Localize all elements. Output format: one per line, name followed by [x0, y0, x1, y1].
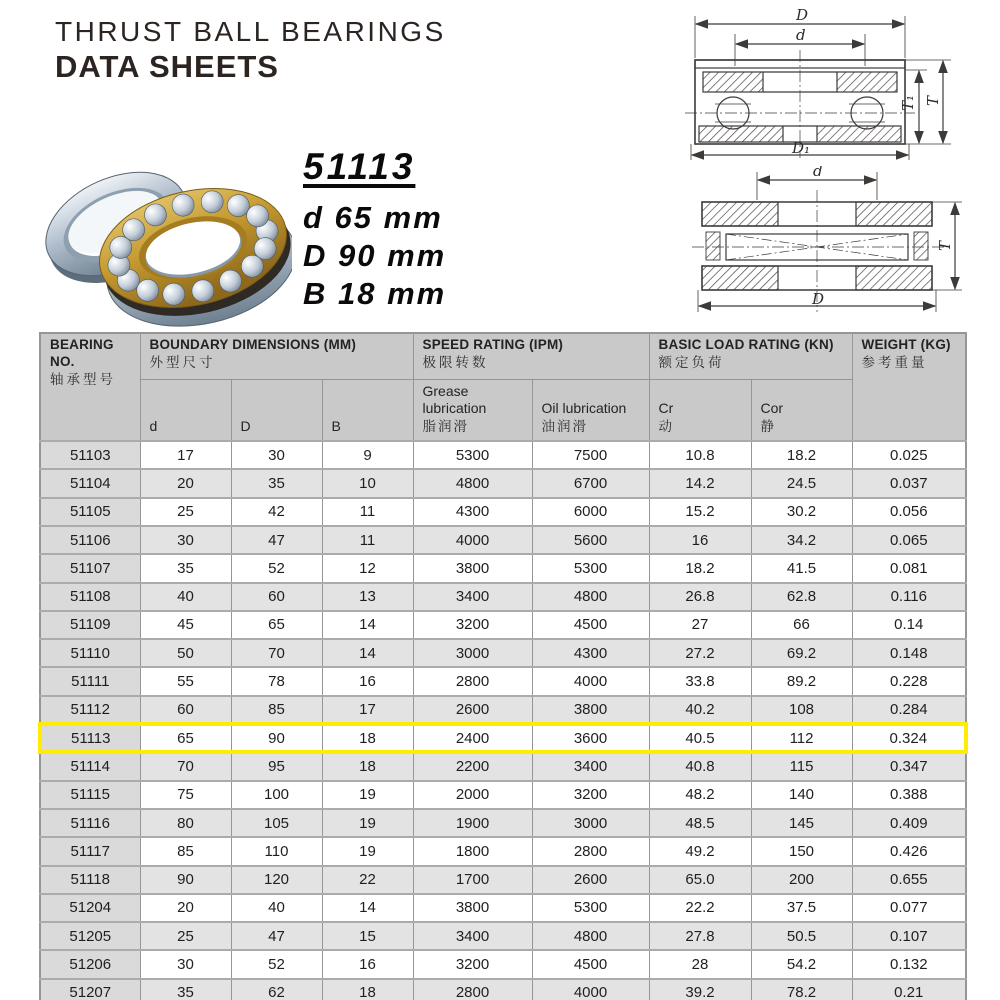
data-cell: 19	[322, 837, 413, 865]
data-cell: 16	[649, 526, 751, 554]
data-cell: 0.21	[852, 979, 966, 1000]
data-cell: 41.5	[751, 554, 852, 582]
model-number: 51113	[303, 146, 416, 187]
sub-header-B: B	[322, 379, 413, 441]
data-cell: 14.2	[649, 469, 751, 497]
data-cell: 95	[231, 752, 322, 780]
data-cell: 4800	[413, 469, 532, 497]
data-cell: 17	[322, 696, 413, 724]
data-cell: 18.2	[751, 441, 852, 469]
data-cell: 4500	[532, 611, 649, 639]
data-cell: 14	[322, 639, 413, 667]
data-cell: 20	[140, 894, 231, 922]
data-cell: 13	[322, 583, 413, 611]
data-cell: 54.2	[751, 950, 852, 978]
col-header-weight: WEIGHT (KG) 参考重量	[852, 333, 966, 441]
data-cell: 2800	[413, 667, 532, 695]
data-cell: 22	[322, 866, 413, 894]
data-cell: 30	[140, 526, 231, 554]
bearing-no-cell: 51104	[40, 469, 140, 497]
table-container	[38, 332, 968, 1000]
data-cell: 27	[649, 611, 751, 639]
data-cell: 26.8	[649, 583, 751, 611]
data-cell: 200	[751, 866, 852, 894]
data-cell: 18	[322, 752, 413, 780]
sub-header-grease: Grease lubrication 脂润滑	[413, 379, 532, 441]
table-row	[40, 950, 966, 978]
data-cell: 10	[322, 469, 413, 497]
data-cell: 3800	[413, 894, 532, 922]
data-cell: 50	[140, 639, 231, 667]
data-cell: 100	[231, 781, 322, 809]
data-cell: 11	[322, 526, 413, 554]
data-cell: 145	[751, 809, 852, 837]
data-cell: 30	[231, 441, 322, 469]
data-cell: 18	[322, 979, 413, 1000]
data-cell: 40.8	[649, 752, 751, 780]
bearing-no-cell: 51112	[40, 696, 140, 724]
data-cell: 0.065	[852, 526, 966, 554]
cross-section-diagram-bottom	[662, 166, 1000, 316]
table-row	[40, 724, 966, 752]
data-cell: 5300	[532, 894, 649, 922]
col-header-basic-load-rating: BASIC LOAD RATING (KN) 额定负荷	[649, 333, 852, 379]
data-cell: 0.056	[852, 498, 966, 526]
table-row	[40, 639, 966, 667]
dim-label-d-bottom: d	[813, 166, 823, 180]
data-cell: 35	[140, 554, 231, 582]
data-cell: 65.0	[649, 866, 751, 894]
bearing-no-cell: 51103	[40, 441, 140, 469]
bearing-no-cell: 51107	[40, 554, 140, 582]
data-cell: 3000	[532, 809, 649, 837]
dim-B: B 18 mm	[303, 276, 447, 311]
bearing-no-cell: 51110	[40, 639, 140, 667]
data-cell: 25	[140, 922, 231, 950]
dim-label-D-bottom: D	[812, 290, 825, 308]
bearing-no-cell: 51204	[40, 894, 140, 922]
data-cell: 3400	[413, 922, 532, 950]
data-cell: 5600	[532, 526, 649, 554]
data-cell: 25	[140, 498, 231, 526]
data-cell: 4000	[532, 667, 649, 695]
data-cell: 20	[140, 469, 231, 497]
bearing-no-cell: 51108	[40, 583, 140, 611]
data-cell: 2600	[532, 866, 649, 894]
data-cell: 18.2	[649, 554, 751, 582]
data-cell: 48.5	[649, 809, 751, 837]
data-cell: 39.2	[649, 979, 751, 1000]
data-cell: 0.426	[852, 837, 966, 865]
data-cell: 70	[140, 752, 231, 780]
bearing-no-cell: 51114	[40, 752, 140, 780]
dim-label-d-top: d	[796, 26, 806, 44]
data-cell: 24.5	[751, 469, 852, 497]
data-cell: 66	[751, 611, 852, 639]
data-cell: 140	[751, 781, 852, 809]
data-cell: 0.655	[852, 866, 966, 894]
col-header-boundary-dimensions: BOUNDARY DIMENSIONS (MM) 外型尺寸	[140, 333, 413, 379]
data-cell: 85	[140, 837, 231, 865]
data-cell: 4000	[532, 979, 649, 1000]
data-cell: 5300	[532, 554, 649, 582]
data-cell: 4500	[532, 950, 649, 978]
data-cell: 15	[322, 922, 413, 950]
data-cell: 47	[231, 922, 322, 950]
bearing-no-cell: 51105	[40, 498, 140, 526]
data-cell: 4300	[413, 498, 532, 526]
data-cell: 6700	[532, 469, 649, 497]
data-cell: 30	[140, 950, 231, 978]
data-cell: 80	[140, 809, 231, 837]
table-row	[40, 922, 966, 950]
data-cell: 0.148	[852, 639, 966, 667]
data-cell: 30.2	[751, 498, 852, 526]
data-cell: 52	[231, 950, 322, 978]
data-cell: 112	[751, 724, 852, 752]
data-cell: 2800	[532, 837, 649, 865]
data-cell: 22.2	[649, 894, 751, 922]
data-cell: 90	[231, 724, 322, 752]
data-cell: 3800	[532, 696, 649, 724]
dim-label-T-top: T	[924, 95, 942, 106]
data-cell: 27.2	[649, 639, 751, 667]
data-cell: 150	[751, 837, 852, 865]
table-row	[40, 554, 966, 582]
bearing-no-cell: 51109	[40, 611, 140, 639]
data-cell: 4800	[532, 583, 649, 611]
table-row	[40, 809, 966, 837]
data-cell: 3400	[413, 583, 532, 611]
title-line-2: DATA SHEETS	[55, 49, 279, 85]
data-cell: 2800	[413, 979, 532, 1000]
data-cell: 5300	[413, 441, 532, 469]
data-cell: 0.077	[852, 894, 966, 922]
data-cell: 48.2	[649, 781, 751, 809]
data-cell: 78.2	[751, 979, 852, 1000]
bearing-no-cell: 51115	[40, 781, 140, 809]
bearing-no-cell: 51113	[40, 724, 140, 752]
data-cell: 75	[140, 781, 231, 809]
table-row	[40, 441, 966, 469]
data-cell: 2400	[413, 724, 532, 752]
data-cell: 3600	[532, 724, 649, 752]
data-cell: 28	[649, 950, 751, 978]
table-row	[40, 837, 966, 865]
data-cell: 49.2	[649, 837, 751, 865]
dim-D: D 90 mm	[303, 238, 447, 273]
data-cell: 3800	[413, 554, 532, 582]
data-cell: 0.132	[852, 950, 966, 978]
data-cell: 40	[231, 894, 322, 922]
table-row	[40, 979, 966, 1000]
data-cell: 85	[231, 696, 322, 724]
data-cell: 4300	[532, 639, 649, 667]
data-cell: 14	[322, 894, 413, 922]
table-row	[40, 696, 966, 724]
data-cell: 11	[322, 498, 413, 526]
data-cell: 40.2	[649, 696, 751, 724]
sub-header-d: d	[140, 379, 231, 441]
table-row	[40, 781, 966, 809]
col-header-speed-rating: SPEED RATING (IPM) 极限转数	[413, 333, 649, 379]
table-row	[40, 611, 966, 639]
bearing-no-cell: 51118	[40, 866, 140, 894]
data-cell: 110	[231, 837, 322, 865]
data-cell: 2000	[413, 781, 532, 809]
sub-header-cr: Cr 动	[649, 379, 751, 441]
data-cell: 19	[322, 809, 413, 837]
data-cell: 108	[751, 696, 852, 724]
data-cell: 62.8	[751, 583, 852, 611]
bearing-no-cell: 51116	[40, 809, 140, 837]
sub-header-row	[40, 379, 966, 441]
bearing-data-table	[38, 332, 968, 1000]
data-cell: 19	[322, 781, 413, 809]
cross-section-diagram-top	[655, 8, 1000, 164]
data-cell: 0.284	[852, 696, 966, 724]
data-cell: 115	[751, 752, 852, 780]
data-cell: 65	[231, 611, 322, 639]
table-row	[40, 469, 966, 497]
data-cell: 33.8	[649, 667, 751, 695]
bearing-no-cell: 51111	[40, 667, 140, 695]
data-cell: 4000	[413, 526, 532, 554]
data-cell: 1700	[413, 866, 532, 894]
sub-header-oil: Oil lubrication 油润滑	[532, 379, 649, 441]
title-line-1: THRUST BALL BEARINGS	[55, 16, 446, 47]
data-cell: 6000	[532, 498, 649, 526]
data-cell: 0.388	[852, 781, 966, 809]
data-cell: 78	[231, 667, 322, 695]
dim-label-T-bottom: T	[936, 240, 954, 251]
data-cell: 2600	[413, 696, 532, 724]
data-cell: 60	[231, 583, 322, 611]
data-cell: 65	[140, 724, 231, 752]
data-cell: 55	[140, 667, 231, 695]
table-row	[40, 667, 966, 695]
data-cell: 47	[231, 526, 322, 554]
data-cell: 120	[231, 866, 322, 894]
data-cell: 89.2	[751, 667, 852, 695]
table-row	[40, 894, 966, 922]
data-cell: 90	[140, 866, 231, 894]
data-cell: 40.5	[649, 724, 751, 752]
data-cell: 3200	[532, 781, 649, 809]
table-body	[40, 441, 966, 1000]
data-cell: 0.025	[852, 441, 966, 469]
sub-header-D: D	[231, 379, 322, 441]
data-cell: 18	[322, 724, 413, 752]
table-row	[40, 498, 966, 526]
data-cell: 42	[231, 498, 322, 526]
data-cell: 0.347	[852, 752, 966, 780]
dim-label-D1: D₁	[792, 139, 811, 157]
bearing-no-cell: 51206	[40, 950, 140, 978]
data-cell: 50.5	[751, 922, 852, 950]
data-cell: 9	[322, 441, 413, 469]
data-cell: 3200	[413, 950, 532, 978]
dim-d: d 65 mm	[303, 200, 443, 235]
dim-label-T1: T₁	[899, 94, 917, 111]
data-cell: 3200	[413, 611, 532, 639]
data-cell: 0.228	[852, 667, 966, 695]
data-cell: 3000	[413, 639, 532, 667]
data-cell: 35	[231, 469, 322, 497]
dim-label-D-top: D	[796, 8, 809, 24]
data-cell: 3400	[532, 752, 649, 780]
bearing-no-cell: 51207	[40, 979, 140, 1000]
data-cell: 0.324	[852, 724, 966, 752]
data-cell: 7500	[532, 441, 649, 469]
table-row	[40, 526, 966, 554]
product-highlight	[303, 148, 446, 313]
data-cell: 27.8	[649, 922, 751, 950]
data-cell: 12	[322, 554, 413, 582]
sub-header-cor: Cor 静	[751, 379, 852, 441]
table-row	[40, 866, 966, 894]
data-cell: 60	[140, 696, 231, 724]
col-header-bearing-no: BEARING NO. 轴承型号	[40, 333, 140, 441]
data-cell: 17	[140, 441, 231, 469]
data-cell: 1800	[413, 837, 532, 865]
data-cell: 52	[231, 554, 322, 582]
table-row	[40, 583, 966, 611]
bearing-no-cell: 51106	[40, 526, 140, 554]
data-cell: 4800	[532, 922, 649, 950]
bearing-no-cell: 51117	[40, 837, 140, 865]
data-cell: 69.2	[751, 639, 852, 667]
table-row	[40, 752, 966, 780]
data-cell: 34.2	[751, 526, 852, 554]
data-cell: 0.409	[852, 809, 966, 837]
bearing-no-cell: 51205	[40, 922, 140, 950]
data-cell: 0.107	[852, 922, 966, 950]
data-cell: 37.5	[751, 894, 852, 922]
data-cell: 0.037	[852, 469, 966, 497]
data-cell: 16	[322, 667, 413, 695]
data-cell: 1900	[413, 809, 532, 837]
data-cell: 16	[322, 950, 413, 978]
group-header-row	[40, 333, 966, 379]
data-cell: 40	[140, 583, 231, 611]
data-cell: 10.8	[649, 441, 751, 469]
data-cell: 62	[231, 979, 322, 1000]
data-cell: 0.14	[852, 611, 966, 639]
data-cell: 105	[231, 809, 322, 837]
data-cell: 0.116	[852, 583, 966, 611]
data-cell: 15.2	[649, 498, 751, 526]
bearing-photo	[30, 148, 292, 328]
page-title	[55, 16, 446, 85]
data-cell: 0.081	[852, 554, 966, 582]
data-cell: 2200	[413, 752, 532, 780]
data-cell: 45	[140, 611, 231, 639]
data-cell: 14	[322, 611, 413, 639]
data-cell: 70	[231, 639, 322, 667]
data-cell: 35	[140, 979, 231, 1000]
